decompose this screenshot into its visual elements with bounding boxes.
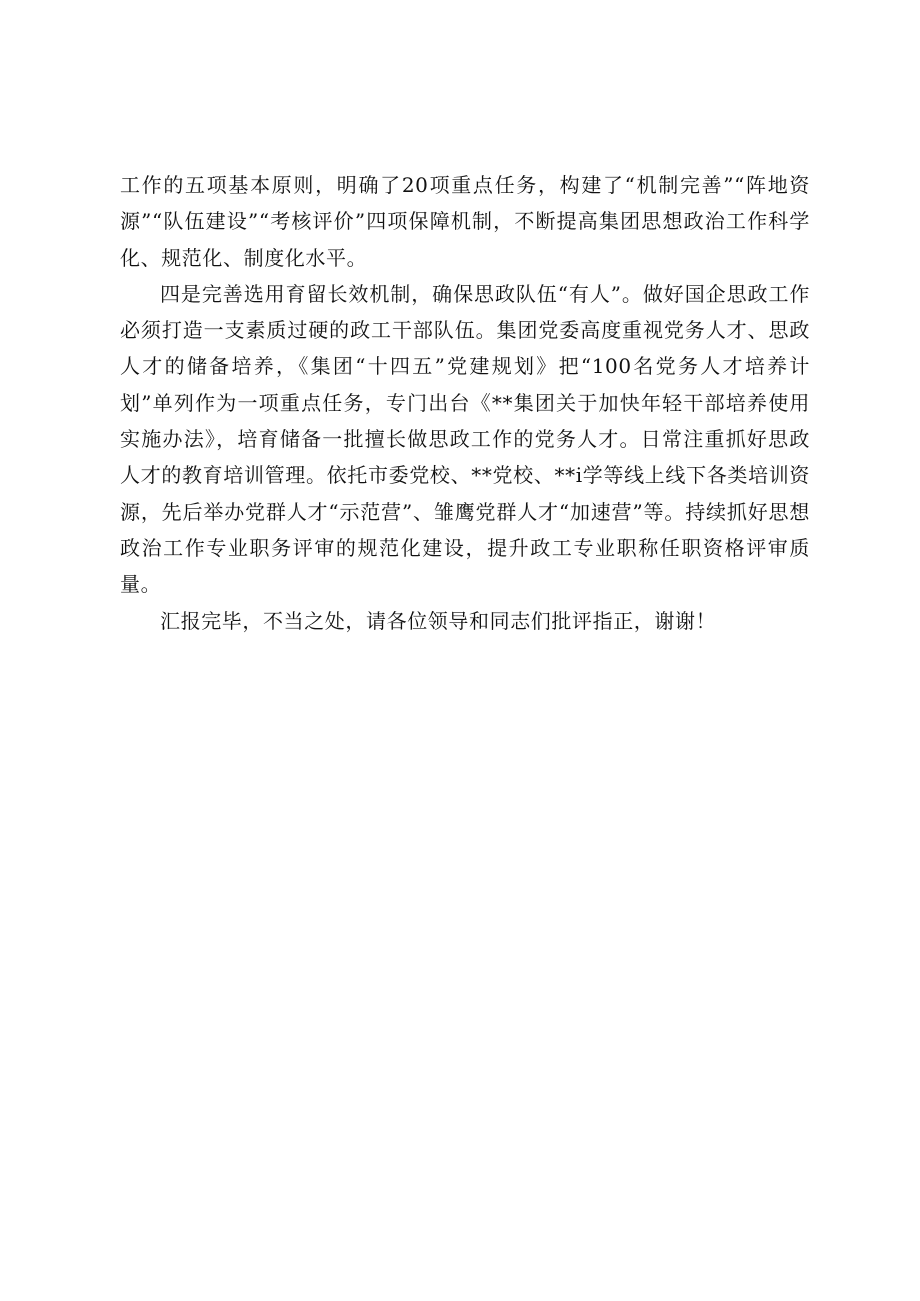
paragraph-talent-mechanism: 四是完善选用育留长效机制，确保思政队伍“有人”。做好国企思政工作必须打造一支素质过硬的政工干部队伍。集团党委高度重视党务人才、思政人才的储备培养，《集团“十四五”党建规划》把“100名党务人才培养计划”单列作为一项重点任务，专门出台《**集团关于加快年轻干部培养使用实施办法》，培育储备一批擅长做思政工作的党务人才。日常注重抓好思政人才的教育培训管理。依托市委党校、**党校、**i学等线上线下各类培训资源，先后举办党群人才“示范营”、雏鹰党群人才“加速营”等。持续抓好思想政治工作专业职务评审的规范化建设，提升政工专业职称任职资格评审质量。 <box>120 281 810 597</box>
paragraph-continuation: 工作的五项基本原则，明确了20项重点任务，构建了“机制完善”“阵地资源”“队伍建设”“考核评价”四项保障机制，不断提高集团思想政治工作科学化、规范化、制度化水平。 <box>120 173 810 270</box>
document-body <box>120 167 810 639</box>
paragraph-closing-remarks: 汇报完毕，不当之处，请各位领导和同志们批评指正，谢谢！ <box>160 608 717 633</box>
